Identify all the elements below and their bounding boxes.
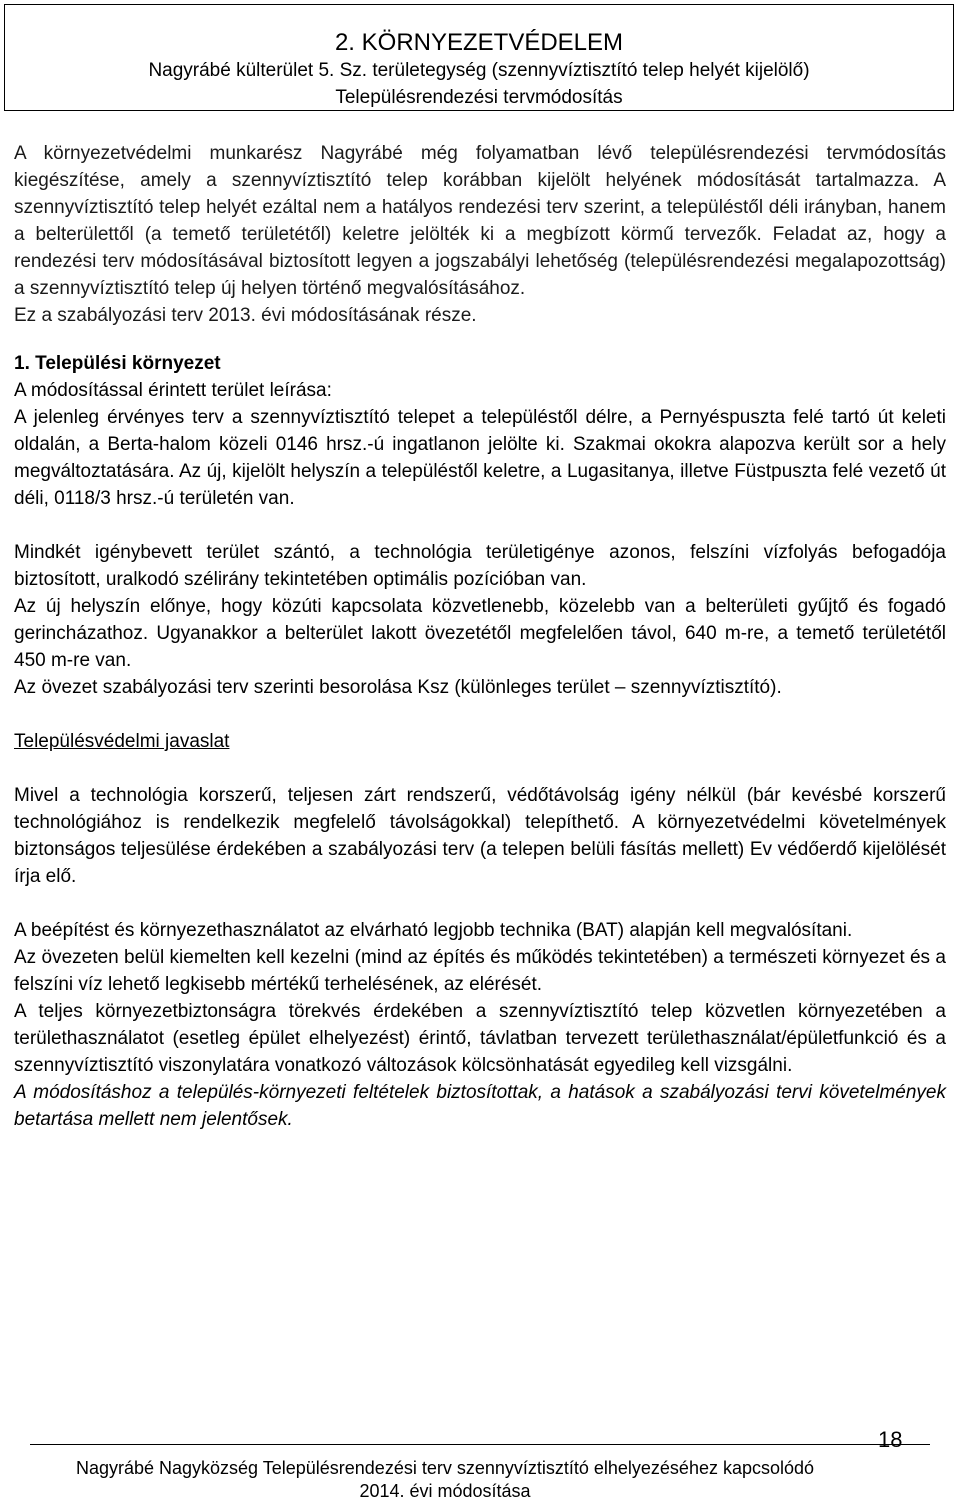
paragraph: A jelenleg érvényes terv a szennyvíztisztító telepet a településtől délre, a Pernyéspuszta felé tartó út keleti oldalán, a Berta-halom közeli 0146 hrsz.-ú ingatlanon jelölte ki. Szakmai okokra alapozva került sor a hely megváltoztatására. Az új, kijelölt helyszín a településtől keletre, a Lugasitanya, illetve Füstpuszta felé vezető út déli, 0118/3 hrsz.-ú területén van. — [14, 407, 946, 509]
header-box — [4, 4, 954, 111]
proposal-heading: Településvédelmi javaslat — [14, 731, 230, 752]
paragraph: A teljes környezetbiztonságra törekvés érdekében a szennyvíztisztító telep közvetlen környezetében a területhasználatot (esetleg épület elhelyezést) érintő, távlatban tervezett területhasználat/épületfunkció és a szennyvíztisztító viszonylatára vonatkozó változások kölcsönhatását egyedileg kell vizsgálni. — [14, 1001, 946, 1076]
paragraph: Mindkét igénybevett terület szántó, a technológia területigénye azonos, felszíni vízfolyás befogadója biztosított, uralkodó szélirány tekintetében optimális pozícióban van. — [14, 542, 946, 590]
intro-note: Ez a szabályozási terv 2013. évi módosításának része. — [14, 305, 477, 326]
paragraph: Az övezeten belül kiemelten kell kezelni (mind az építés és működés tekintetében) a természeti környezet és a felszíni víz lehető legkisebb mértékű terhelésének, az elérését. — [14, 947, 946, 995]
paragraph: A beépítést és környezethasználatot az elvárható legjobb technika (BAT) alapján kell megvalósítani. — [14, 920, 853, 941]
document-body — [14, 140, 946, 1133]
paragraph: Az új helyszín előnye, hogy közúti kapcsolata közvetlenebb, közelebb van a belterületi gyűjtő és fogadó gerincházathoz. Ugyanakkor a belterület lakott övezetétől megfelelően távol, 640 m-re, a temető területétől 450 m-re van. — [14, 596, 946, 671]
section-heading: 1. Települési környezet — [14, 353, 221, 374]
footer-line: Nagyrábé Nagyközség Településrendezési terv szennyvíztisztító elhelyezéséhez kapcsolódó — [75, 1458, 815, 1478]
paragraph: Mivel a technológia korszerű, teljesen zárt rendszerű, védőtávolság igény nélkül (bár kevésbé korszerű technológiához is rendelkezik megfelelő távolságokkal) telepíthető. A környezetvédelmi követelmények biztonságos teljesülése érdekében a szabályozási terv (a telepen belüli fásítás mellett) Ev védőerdő kijelölését írja elő. — [14, 785, 946, 887]
intro-paragraph: A környezetvédelmi munkarész Nagyrábé még folyamatban lévő településrendezési tervmódosítás kiegészítése, amely a szennyvíztisztító telep korábban kijelölt helyének módosítását tartalmazza. A szennyvíztisztító telep helyét ezáltal nem a hatályos rendezési terv szerint, a településtől déli irányban, hanem a belterülettől (a temető területétől) keletre jelölték ki a megbízott körmű tervezők. Feladat az, hogy a rendezési terv módosításával biztosított legyen a jogszabályi lehetőség (településrendezési megalapozottság) a szennyvíztisztító telep új helyen történő megvalósításához. — [14, 143, 946, 299]
header-subtitle: Nagyrábé külterület 5. Sz. területegység (szennyvíztisztító telep helyét kijelölő) — [148, 60, 810, 81]
page-footer — [30, 1427, 930, 1501]
page-number: 18 — [878, 1427, 903, 1452]
header-subtitle-2: Településrendezési tervmódosítás — [335, 87, 623, 108]
section-subheading: A módosítással érintett terület leírása: — [14, 380, 332, 401]
paragraph: Az övezet szabályozási terv szerinti besorolása Ksz (különleges terület – szennyvíztisztító). — [14, 677, 782, 698]
footer-line: 2014. évi módosítása — [359, 1481, 531, 1501]
footer-text — [30, 1457, 860, 1503]
page-title: 2. KÖRNYEZETVÉDELEM — [334, 29, 624, 56]
conclusion-paragraph: A módosításhoz a település-környezeti feltételek biztosítottak, a hatások a szabályozási tervi követelmények betartása mellett nem jelentősek. — [14, 1082, 946, 1130]
